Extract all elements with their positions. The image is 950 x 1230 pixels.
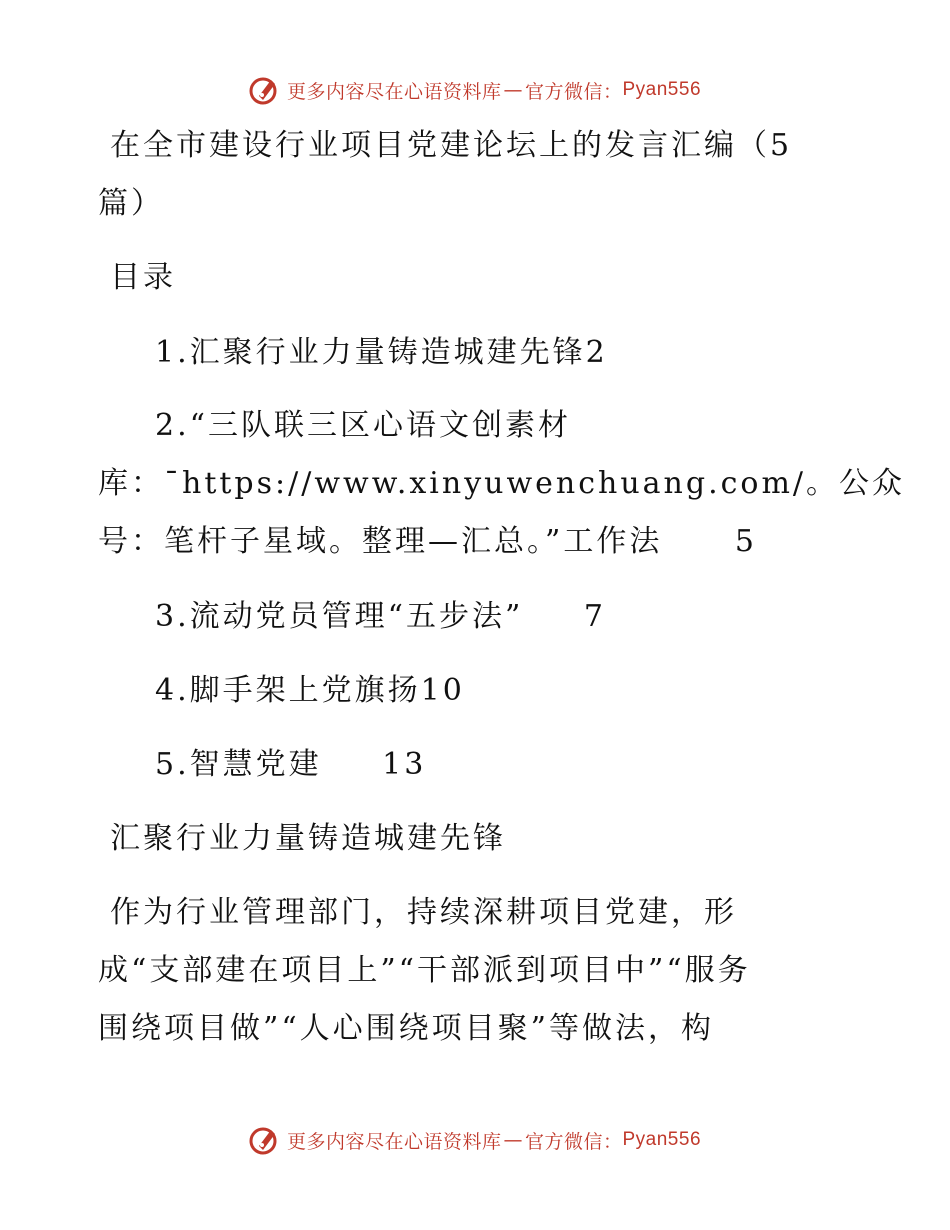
toc-item-3 bbox=[155, 597, 606, 637]
toc-item-text: 库：¯https://www.xinyuwenchuang.com/。公众 bbox=[98, 466, 906, 501]
header-banner bbox=[0, 70, 950, 110]
body-line-2: 成“支部建在项目上”“干部派到项目中”“服务 bbox=[98, 953, 751, 988]
toc-item-1 bbox=[155, 333, 608, 373]
pen-nib-circle-icon bbox=[249, 74, 281, 106]
toc-item-2-continued-end bbox=[98, 522, 757, 562]
toc-item-text: 4.脚手架上党旗扬10 bbox=[155, 673, 465, 708]
toc-page-number: 13 bbox=[382, 747, 427, 782]
toc-item-5 bbox=[155, 745, 426, 785]
toc-heading: 目录 bbox=[110, 260, 176, 295]
banner-text: 更多内容尽在心语资料库 bbox=[286, 1130, 502, 1153]
banner-text: 更多内容尽在心语资料库 bbox=[286, 80, 502, 103]
toc-item-text: 号：笔杆子星域。整理—汇总。”工作法 bbox=[98, 524, 663, 559]
toc-item-2 bbox=[155, 406, 571, 446]
section-heading: 汇聚行业力量铸造城建先锋 bbox=[110, 821, 506, 856]
body-line-3: 围绕项目做”“人心围绕项目聚”等做法，构 bbox=[98, 1011, 715, 1046]
footer-banner bbox=[0, 1120, 950, 1160]
toc-page-number: 7 bbox=[583, 599, 606, 634]
toc-item-text: 1.汇聚行业力量铸造城建先锋2 bbox=[155, 335, 608, 370]
body-line-1: 作为行业管理部门，持续深耕项目党建，形 bbox=[110, 895, 737, 930]
banner-label: 官方微信： bbox=[524, 1130, 623, 1153]
banner-separator: — bbox=[503, 1129, 523, 1151]
toc-item-4 bbox=[155, 671, 465, 711]
banner-separator: — bbox=[503, 79, 523, 101]
toc-item-text: 3.流动党员管理“五步法” bbox=[155, 599, 524, 634]
toc-page-number: 5 bbox=[734, 524, 757, 559]
pen-nib-circle-icon bbox=[249, 1124, 281, 1156]
banner-account: Pyan556 bbox=[622, 1129, 702, 1150]
banner-label: 官方微信： bbox=[524, 80, 623, 103]
toc-item-text: 5.智慧党建 bbox=[155, 747, 322, 782]
toc-item-2-continued bbox=[98, 464, 905, 504]
banner-account: Pyan556 bbox=[622, 79, 702, 100]
document-title-line-2: 篇） bbox=[98, 186, 164, 221]
toc-item-text: 2.“三队联三区心语文创素材 bbox=[155, 408, 571, 443]
document-title-line-1: 在全市建设行业项目党建论坛上的发言汇编（5 bbox=[110, 128, 793, 163]
